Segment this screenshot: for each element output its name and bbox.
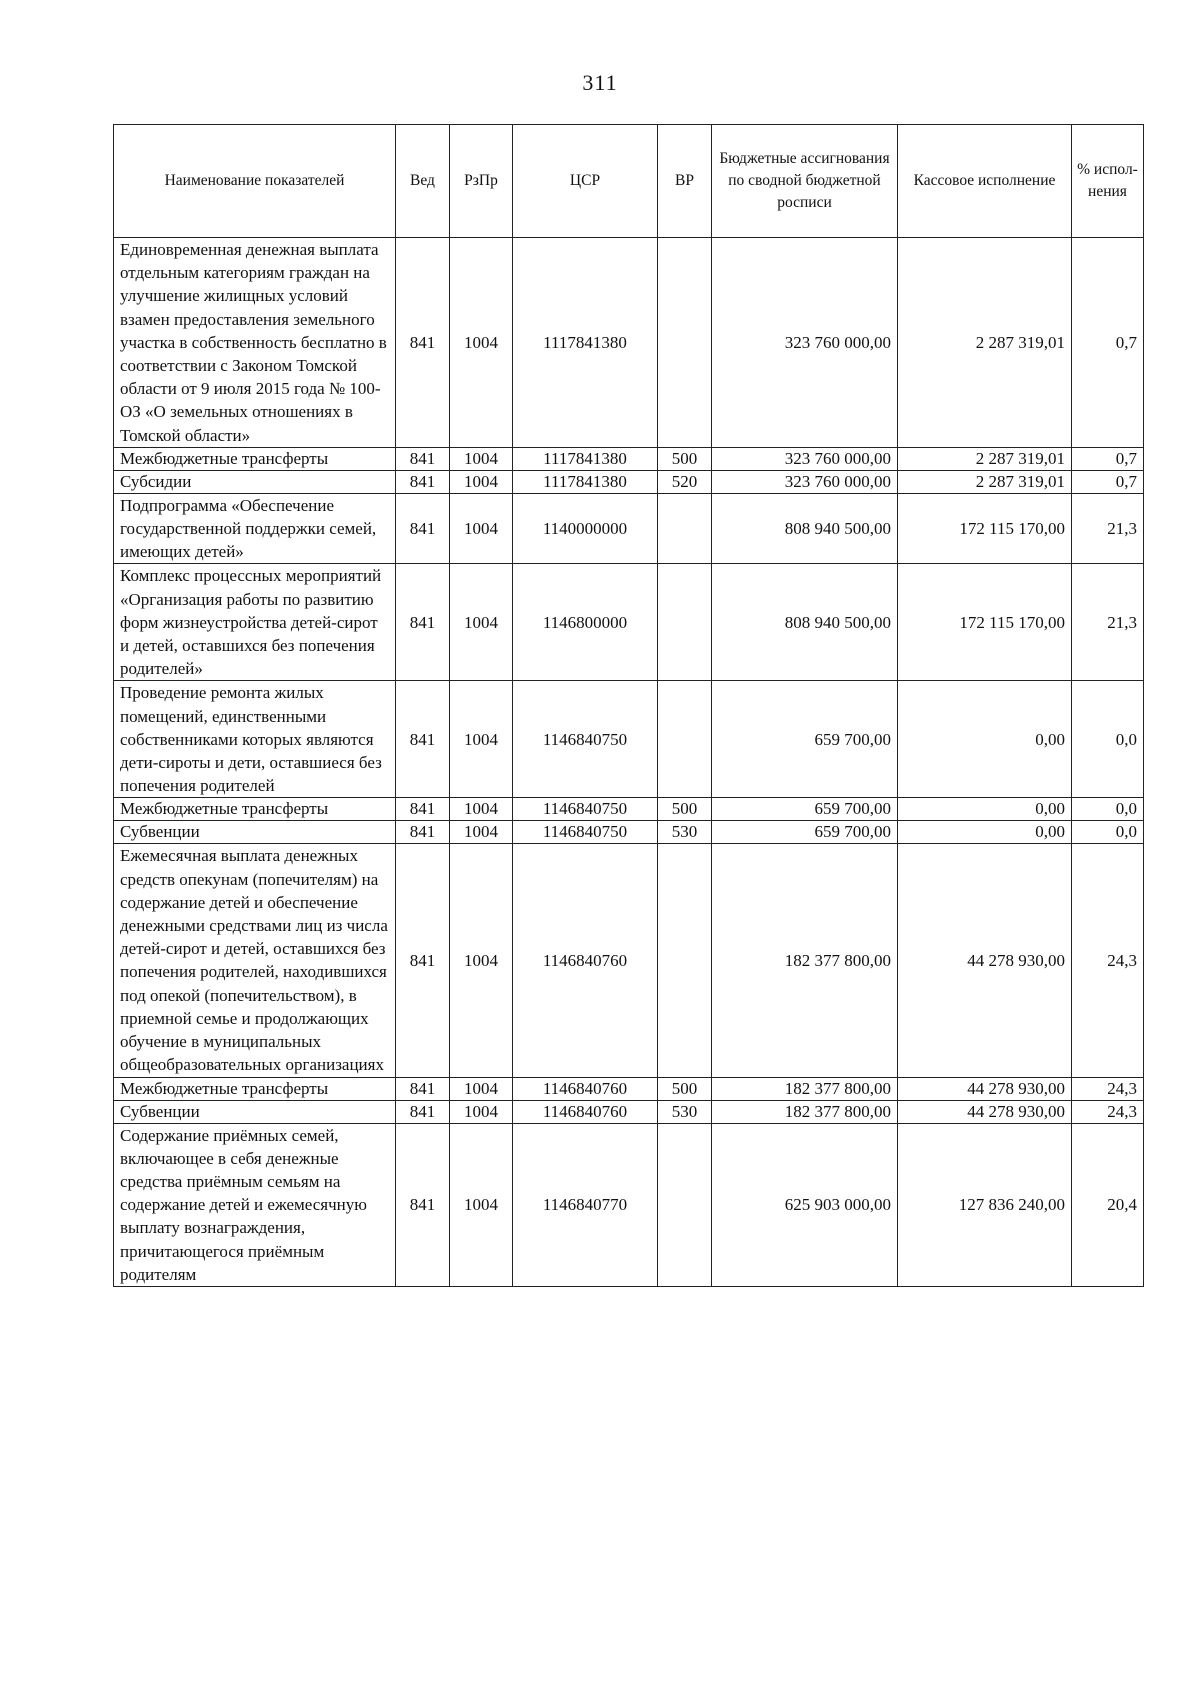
row-vr: 500: [658, 798, 712, 821]
row-ved: 841: [396, 238, 450, 448]
row-vr: [658, 844, 712, 1077]
row-cash: 127 836 240,00: [898, 1123, 1072, 1286]
row-csr: 1146840760: [513, 844, 658, 1077]
row-vr: [658, 493, 712, 564]
page-number: 311: [582, 70, 618, 95]
row-budget: 659 700,00: [712, 798, 898, 821]
row-rzpr: 1004: [450, 798, 513, 821]
row-pct: 0,7: [1072, 470, 1144, 493]
row-name: Межбюджетные трансферты: [114, 1077, 396, 1100]
table-row: [114, 238, 1144, 448]
row-vr: [658, 238, 712, 448]
row-cash: 0,00: [898, 798, 1072, 821]
row-budget: 182 377 800,00: [712, 1100, 898, 1123]
table-row: [114, 798, 1144, 821]
row-csr: 1117841380: [513, 238, 658, 448]
row-csr: 1146840760: [513, 1077, 658, 1100]
row-pct: 21,3: [1072, 493, 1144, 564]
row-name: Межбюджетные трансферты: [114, 447, 396, 470]
row-name: Комплекс процессных мероприятий «Организация работы по развитию форм жизнеустройства детей-сирот и детей, оставшихся без попечения родителей»: [114, 564, 396, 681]
row-budget: 323 760 000,00: [712, 238, 898, 448]
header-ved: Вед: [396, 125, 450, 238]
row-csr: 1140000000: [513, 493, 658, 564]
table-row: [114, 564, 1144, 681]
row-vr: [658, 681, 712, 798]
row-budget: 625 903 000,00: [712, 1123, 898, 1286]
row-rzpr: 1004: [450, 238, 513, 448]
row-name: Субвенции: [114, 821, 396, 844]
row-budget: 808 940 500,00: [712, 493, 898, 564]
row-cash: 44 278 930,00: [898, 1100, 1072, 1123]
row-rzpr: 1004: [450, 447, 513, 470]
table-header-row: [114, 125, 1144, 238]
row-budget: 808 940 500,00: [712, 564, 898, 681]
row-ved: 841: [396, 447, 450, 470]
header-vr: ВР: [658, 125, 712, 238]
table-row: [114, 844, 1144, 1077]
row-csr: 1117841380: [513, 470, 658, 493]
table-row: [114, 470, 1144, 493]
row-vr: 530: [658, 821, 712, 844]
row-vr: 500: [658, 447, 712, 470]
row-vr: 500: [658, 1077, 712, 1100]
row-vr: [658, 564, 712, 681]
row-pct: 0,0: [1072, 681, 1144, 798]
row-cash: 2 287 319,01: [898, 238, 1072, 448]
row-rzpr: 1004: [450, 493, 513, 564]
row-budget: 659 700,00: [712, 681, 898, 798]
row-cash: 172 115 170,00: [898, 493, 1072, 564]
row-pct: 0,7: [1072, 447, 1144, 470]
table-row: [114, 681, 1144, 798]
row-budget: 323 760 000,00: [712, 447, 898, 470]
row-vr: [658, 1123, 712, 1286]
row-cash: 44 278 930,00: [898, 1077, 1072, 1100]
row-pct: 0,7: [1072, 238, 1144, 448]
row-pct: 21,3: [1072, 564, 1144, 681]
row-vr: 530: [658, 1100, 712, 1123]
row-cash: 2 287 319,01: [898, 470, 1072, 493]
row-ved: 841: [396, 493, 450, 564]
row-budget: 182 377 800,00: [712, 844, 898, 1077]
row-rzpr: 1004: [450, 1077, 513, 1100]
table-row: [114, 1077, 1144, 1100]
row-pct: 24,3: [1072, 844, 1144, 1077]
table-row: [114, 1100, 1144, 1123]
row-name: Ежемесячная выплата денежных средств опекунам (попечителям) на содержание детей и обеспечение денежными средствами лиц из числа детей-сирот и детей, оставшихся без попечения родителей, находившихся под опекой (попечительством), в приемной семье и продолжающих обучение в муниципальных общеобразовательных организациях: [114, 844, 396, 1077]
table-row: [114, 447, 1144, 470]
row-csr: 1146840750: [513, 798, 658, 821]
row-budget: 659 700,00: [712, 821, 898, 844]
header-pct: % испол-нения: [1072, 125, 1144, 238]
row-cash: 0,00: [898, 681, 1072, 798]
header-csr: ЦСР: [513, 125, 658, 238]
row-rzpr: 1004: [450, 844, 513, 1077]
row-pct: 0,0: [1072, 798, 1144, 821]
row-cash: 0,00: [898, 821, 1072, 844]
row-ved: 841: [396, 1077, 450, 1100]
row-ved: 841: [396, 1100, 450, 1123]
row-csr: 1146840750: [513, 821, 658, 844]
row-rzpr: 1004: [450, 1123, 513, 1286]
table-row: [114, 1123, 1144, 1286]
row-pct: 24,3: [1072, 1077, 1144, 1100]
header-budget: Бюджетные ассигнования по сводной бюджетной росписи: [712, 125, 898, 238]
row-name: Субсидии: [114, 470, 396, 493]
header-name: Наименование показателей: [114, 125, 396, 238]
row-pct: 20,4: [1072, 1123, 1144, 1286]
header-rzpr: РзПр: [450, 125, 513, 238]
budget-execution-table: [113, 124, 1144, 1287]
row-rzpr: 1004: [450, 564, 513, 681]
row-cash: 2 287 319,01: [898, 447, 1072, 470]
row-name: Подпрограмма «Обеспечение государственной поддержки семей, имеющих детей»: [114, 493, 396, 564]
row-csr: 1146840760: [513, 1100, 658, 1123]
row-pct: 24,3: [1072, 1100, 1144, 1123]
row-csr: 1146800000: [513, 564, 658, 681]
row-name: Проведение ремонта жилых помещений, единственными собственниками которых являются дети-сироты и дети, оставшиеся без попечения родителей: [114, 681, 396, 798]
table-row: [114, 493, 1144, 564]
row-vr: 520: [658, 470, 712, 493]
row-ved: 841: [396, 1123, 450, 1286]
row-name: Межбюджетные трансферты: [114, 798, 396, 821]
row-cash: 172 115 170,00: [898, 564, 1072, 681]
row-csr: 1146840770: [513, 1123, 658, 1286]
row-name: Содержание приёмных семей, включающее в себя денежные средства приёмным семьям на содержание детей и ежемесячную выплату вознаграждения, причитающегося приёмным родителям: [114, 1123, 396, 1286]
row-budget: 182 377 800,00: [712, 1077, 898, 1100]
row-name: Субвенции: [114, 1100, 396, 1123]
row-csr: 1146840750: [513, 681, 658, 798]
row-name: Единовременная денежная выплата отдельным категориям граждан на улучшение жилищных условий взамен предоставления земельного участка в собственность бесплатно в соответствии с Законом Томской области от 9 июля 2015 года № 100-ОЗ «О земельных отношениях в Томской области»: [114, 238, 396, 448]
row-csr: 1117841380: [513, 447, 658, 470]
row-ved: 841: [396, 681, 450, 798]
row-ved: 841: [396, 798, 450, 821]
table-row: [114, 821, 1144, 844]
row-rzpr: 1004: [450, 1100, 513, 1123]
header-cash: Кассовое исполнение: [898, 125, 1072, 238]
row-rzpr: 1004: [450, 470, 513, 493]
row-ved: 841: [396, 844, 450, 1077]
row-ved: 841: [396, 470, 450, 493]
row-ved: 841: [396, 821, 450, 844]
row-pct: 0,0: [1072, 821, 1144, 844]
row-cash: 44 278 930,00: [898, 844, 1072, 1077]
row-rzpr: 1004: [450, 821, 513, 844]
row-budget: 323 760 000,00: [712, 470, 898, 493]
row-ved: 841: [396, 564, 450, 681]
row-rzpr: 1004: [450, 681, 513, 798]
